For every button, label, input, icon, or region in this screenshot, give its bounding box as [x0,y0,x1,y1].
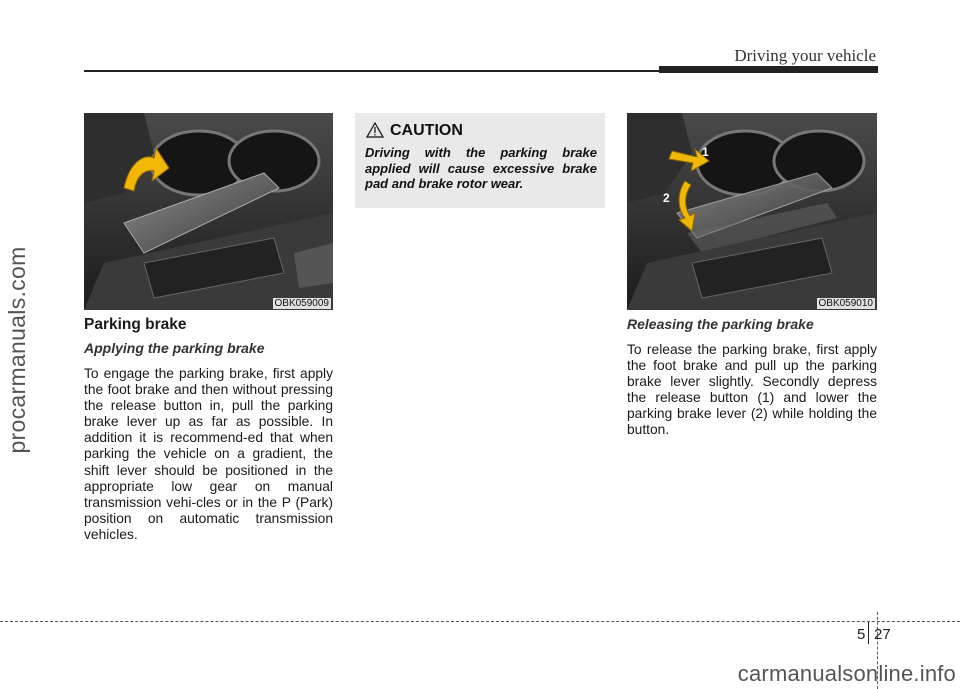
right-column [627,316,877,439]
apply-illustration [84,113,333,310]
body-paragraph: To engage the parking brake, first apply the foot brake and then without pressing the release button in, pull the parking brake lever up as far as possible. In addition it is recommend-ed that when parking the vehicle on a gradient, the shift lever should be positioned in the appropriate low gear on manual transmission vehi-cles or in the P (Park) position on automatic transmission vehicles. [84,366,333,542]
photo-code-label: OBK059009 [274,298,329,309]
page-number: 27 [874,626,891,643]
caution-title: CAUTION [390,122,463,139]
subsection-title: Applying the parking brake [84,340,265,356]
header-rule-thick [659,66,878,73]
page-number-divider [868,622,869,644]
body-paragraph: To release the parking brake, first apply the foot brake and pull up the parking brake lever slightly. Secondly depress the release button (1) and lower the parking brake lever (2) while holding the button. [627,342,877,438]
bottom-watermark: carmanualsonline.info [737,661,956,686]
side-watermark: procarmanuals.com [4,246,30,454]
caution-text: Driving with the parking brake applied will cause excessive brake pad and brake rotor wear. [365,145,597,191]
section-title: Parking brake [84,316,187,333]
header-rule [84,70,659,72]
subsection-title: Releasing the parking brake [627,316,814,332]
callout-1-label: 1 [702,145,709,159]
parking-brake-apply-photo [84,113,333,310]
running-header-title: Driving your vehicle [734,46,876,65]
caution-box [355,113,605,208]
left-column [84,316,333,543]
photo-code-label: OBK059010 [818,298,873,309]
parking-brake-release-photo [627,113,877,310]
footer-rule [0,621,960,622]
callout-2-label: 2 [663,191,670,205]
release-illustration [627,113,877,310]
chapter-number: 5 [857,626,866,643]
warning-triangle-icon [366,122,384,138]
